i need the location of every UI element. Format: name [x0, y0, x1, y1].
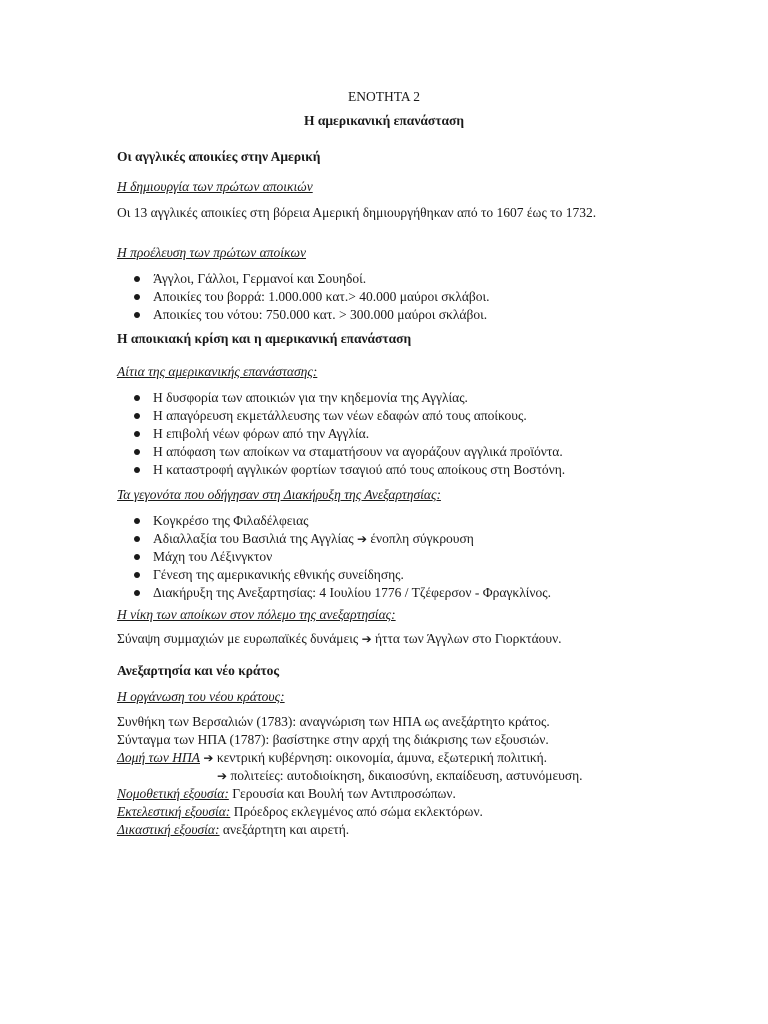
- subheading-victory: Η νίκη των αποίκων στον πόλεμο της ανεξαρτησίας:: [117, 607, 396, 622]
- section-heading-colonies: Οι αγγλικές αποικίες στην Αμερική: [117, 149, 321, 164]
- list-item: Αποικίες του βορρά: 1.000.000 κατ.> 40.000 μαύροι σκλάβοι.: [134, 288, 490, 306]
- list-item: [134, 530, 551, 548]
- judicial-label: Δικαστική εξουσία:: [117, 822, 220, 837]
- list-item: Γένεση της αμερικανικής εθνικής συνείδησης.: [134, 566, 551, 584]
- list-item: Η απόφαση των αποίκων να σταματήσουν να αγοράζουν αγγλικά προϊόντα.: [134, 443, 565, 461]
- structure-line: [117, 749, 547, 767]
- treaty-line: Συνθήκη των Βερσαλιών (1783): αναγνώριση των ΗΠΑ ως ανεξάρτητο κράτος.: [117, 714, 550, 729]
- list-item: Η δυσφορία των αποικιών για την κηδεμονία της Αγγλίας.: [134, 389, 565, 407]
- judicial-text: ανεξάρτητη και αιρετή.: [222, 822, 350, 837]
- list-item: Μάχη του Λέξινγκτον: [134, 548, 551, 566]
- victory-text: Σύναψη συμμαχιών με ευρωπαϊκές δυνάμεις: [117, 631, 359, 646]
- structure-label: Δομή των ΗΠΑ: [117, 750, 200, 765]
- subheading-causes: Αίτια της αμερικανικής επανάστασης:: [117, 364, 318, 379]
- causes-list: [134, 389, 565, 479]
- list-item: Η απαγόρευση εκμετάλλευσης των νέων εδαφών από τους αποίκους.: [134, 407, 565, 425]
- list-item: Κογκρέσο της Φιλαδέλφειας: [134, 512, 551, 530]
- legislative-text: Γερουσία και Βουλή των Αντιπροσώπων.: [232, 786, 456, 801]
- executive-label: Εκτελεστική εξουσία:: [117, 804, 231, 819]
- subheading-events: Τα γεγονότα που οδήγησαν στη Διακήρυξη της Ανεξαρτησίας:: [117, 487, 441, 502]
- legislative-label: Νομοθετική εξουσία:: [117, 786, 229, 801]
- arrow-right-icon: ➔: [356, 532, 368, 546]
- subheading-origin: Η προέλευση των πρώτων αποίκων: [117, 245, 307, 260]
- list-item: Διακήρυξη της Ανεξαρτησίας: 4 Ιουλίου 1776 / Τζέφερσον - Φραγκλίνος.: [134, 584, 551, 602]
- subheading-organisation: Η οργάνωση του νέου κράτους:: [117, 689, 285, 704]
- paragraph-colonies-founded: Οι 13 αγγλικές αποικίες στη βόρεια Αμερική δημιουργήθηκαν από το 1607 έως το 1732.: [117, 205, 597, 220]
- constitution-line: Σύνταγμα των ΗΠΑ (1787): βασίστηκε στην αρχή της διάκρισης των εξουσιών.: [117, 732, 549, 747]
- arrow-right-icon: ➔: [203, 751, 214, 765]
- list-item: Η καταστροφή αγγλικών φορτίων τσαγιού από τους αποίκους στη Βοστόνη.: [134, 461, 565, 479]
- subheading-creation: Η δημιουργία των πρώτων αποικιών: [117, 179, 313, 194]
- arrow-right-icon: ➔: [361, 632, 372, 646]
- victory-line: [117, 630, 562, 648]
- list-item-text: Αδιαλλαξία του Βασιλιά της Αγγλίας: [153, 531, 354, 546]
- states-line: [217, 767, 583, 785]
- list-item: Η επιβολή νέων φόρων από την Αγγλία.: [134, 425, 565, 443]
- section-heading-crisis: Η αποικιακή κρίση και η αμερικανική επανάσταση: [117, 331, 412, 346]
- legislative-line: [117, 785, 456, 803]
- section-heading-independence: Ανεξαρτησία και νέο κράτος: [117, 663, 280, 678]
- document-title: Η αμερικανική επανάσταση: [303, 113, 464, 128]
- origin-list: [134, 270, 490, 324]
- events-list: [134, 512, 551, 602]
- executive-text: Πρόεδρος εκλεγμένος από σώμα εκλεκτόρων.: [233, 804, 483, 819]
- list-item: Άγγλοι, Γάλλοι, Γερμανοί και Σουηδοί.: [134, 270, 490, 288]
- victory-text: ήττα των Άγγλων στο Γιορκτάουν.: [375, 631, 562, 646]
- executive-line: [117, 803, 483, 821]
- unit-heading: ΕΝΟΤΗΤΑ 2: [347, 89, 421, 104]
- arrow-right-icon: ➔: [217, 769, 228, 783]
- structure-text: κεντρική κυβέρνηση: οικονομία, άμυνα, εξωτερική πολιτική.: [216, 750, 548, 765]
- states-text: πολιτείες: αυτοδιοίκηση, δικαιοσύνη, εκπαίδευση, αστυνόμευση.: [230, 768, 583, 783]
- list-item: Αποικίες του νότου: 750.000 κατ. > 300.000 μαύροι σκλάβοι.: [134, 306, 490, 324]
- list-item-text: ένοπλη σύγκρουση: [370, 531, 474, 546]
- judicial-line: [117, 821, 349, 839]
